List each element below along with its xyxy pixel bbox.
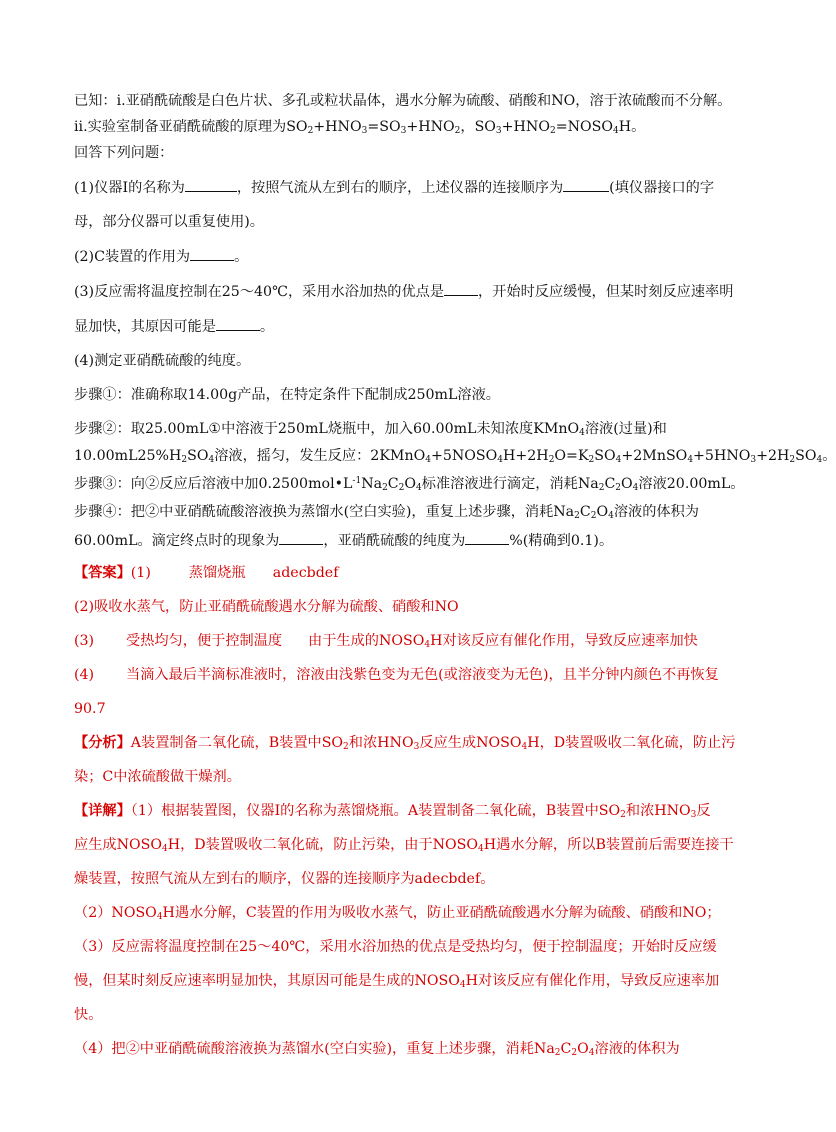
text: O: [621, 476, 633, 492]
text: H，D装置吸收二氧化硫，防止污染，由于NOSO: [167, 837, 479, 853]
text: C: [560, 1041, 572, 1057]
answer-blank: [465, 531, 509, 545]
text: H遇水分解，所以B装置前后需要连接干: [483, 837, 734, 853]
text: （2）NOSO: [74, 905, 157, 921]
analysis-tag: 【分析】: [74, 735, 131, 751]
text: (4): [74, 667, 95, 683]
sub: 4: [208, 455, 215, 465]
question-2: [74, 247, 734, 267]
text: 慢，但某时刻反应速率明显加快，其原因可能是生成的NOSO: [74, 973, 460, 989]
sub: 4: [424, 640, 431, 650]
text: (填仪器接口的字: [609, 180, 715, 196]
sub: 4: [156, 912, 163, 922]
text: 步骤②：取25.00mL①中溶液于250mL烧瓶中，加入60.00mL未知浓度KMnO: [74, 421, 580, 437]
question-4: (4)测定亚硝酰硫酸的纯度。: [74, 353, 251, 369]
known-line-2: [74, 118, 734, 137]
text: ，按照气流从左到右的顺序，上述仪器的连接顺序为: [236, 180, 564, 196]
sub: 4: [687, 455, 694, 465]
sub: 2: [398, 483, 405, 493]
text: 溶液的体积为: [613, 504, 699, 520]
text: H。: [618, 119, 646, 135]
answer-line-5: 90.7: [74, 701, 106, 717]
text: =SO: [367, 119, 401, 135]
text: 溶液，摇匀，发生反应：2KMnO: [214, 448, 426, 464]
text: 蒸馏烧瓶: [188, 565, 246, 581]
text: 溶液的体积为: [594, 1041, 680, 1057]
sub: 2: [620, 810, 626, 820]
text: H遇水分解，C装置的作用为吸收水蒸气，防止亚硝酰硫酸遇水分解为硫酸、硝酸和NO；: [162, 905, 721, 921]
answer-blank: [216, 317, 260, 331]
step-2-line-2: [74, 447, 836, 466]
sub: 2: [549, 126, 556, 136]
sub: 4: [478, 844, 484, 854]
text: （1）根据装置图，仪器I的名称为蒸馏烧瓶。A装置制备二氧化硫，B装置中SO: [130, 803, 621, 819]
answer-prompt: 回答下列问题：: [74, 145, 174, 161]
text: 受热均匀，便于控制温度: [126, 633, 283, 649]
sub: 2: [590, 511, 597, 521]
sub: 4: [161, 844, 168, 854]
detail-line-1: [74, 802, 734, 821]
answer-blank: [279, 531, 323, 545]
text: 应生成NOSO: [74, 837, 162, 853]
sub: 4: [416, 483, 422, 493]
text: O: [404, 476, 417, 492]
text: 溶液20.00mL。: [638, 476, 745, 492]
sub: 2: [588, 455, 595, 465]
text: +HNO: [313, 119, 362, 135]
text: adecbdef: [272, 565, 339, 581]
analysis-line-2: 染；C中浓硫酸做干燥剂。: [74, 769, 241, 785]
sub: 3: [413, 742, 420, 752]
question-1-line-1: [74, 178, 734, 198]
text: 标准溶液进行滴定，消耗Na: [421, 476, 599, 492]
text: (2)C装置的作用为: [74, 249, 191, 265]
sub: 4: [608, 511, 614, 521]
text: SO: [187, 448, 209, 464]
sub: 4: [816, 455, 823, 465]
text: H，D装置吸收二氧化硫，防止污: [527, 735, 736, 751]
known-line-1: [74, 92, 734, 111]
sup: -1: [352, 476, 362, 486]
text: 反应生成NOSO: [419, 735, 522, 751]
detail-line-3: 燥装置，按照气流从左到右的顺序，仪器的连接顺序为adecbdef。: [74, 871, 495, 887]
text: +HNO: [501, 119, 550, 135]
analysis-line-1: [74, 734, 734, 753]
text: (3)反应需将温度控制在25～40℃，采用水浴加热的优点是: [74, 284, 445, 300]
sub: 4: [497, 455, 504, 465]
text: +5HNO: [693, 448, 751, 464]
answer-tag: 【答案】: [74, 565, 131, 581]
detail-paragraph-3-line-2: [74, 972, 734, 991]
sub: 3: [495, 126, 502, 136]
sub: 2: [307, 126, 314, 136]
detail-tag: 【详解】: [74, 803, 131, 819]
text: +2MnSO: [621, 448, 688, 464]
text: 和浓HNO: [348, 735, 414, 751]
text: ，亚硝酰硫酸的纯度为: [323, 533, 466, 549]
sub: 2: [548, 455, 555, 465]
question-3-line-1: [74, 282, 734, 302]
sub: 4: [615, 455, 622, 465]
sub: 4: [459, 980, 466, 990]
answer-line-3: [74, 632, 734, 651]
text: A装置制备二氧化硫，B装置中SO: [130, 735, 344, 751]
sub: 2: [454, 126, 461, 136]
sub: 4: [521, 742, 528, 752]
detail-paragraph-3-line-3: 快。: [74, 1007, 103, 1023]
sub: 4: [425, 455, 431, 465]
answer-blank: [563, 178, 609, 192]
text: 60.00mL。滴定终点时的现象为: [74, 533, 280, 549]
sub: 4: [588, 1048, 595, 1058]
detail-line-2: [74, 836, 734, 855]
text: 步骤④：把②中亚硝酰硫酸溶液换为蒸馏水(空白实验)，重复上述步骤，消耗Na: [74, 504, 575, 520]
text: ii.实验室制备亚硝酰硫酸的原理为SO: [74, 119, 308, 135]
text: 显加快，其原因可能是: [74, 319, 216, 335]
text: SO: [594, 448, 616, 464]
text: 。: [234, 249, 249, 265]
text: C: [604, 476, 616, 492]
text: SO: [795, 448, 817, 464]
sub: 2: [554, 1048, 561, 1058]
question-1-line-2: 母，部分仪器可以重复使用)。: [74, 214, 264, 230]
answer-blank: [185, 178, 237, 192]
text: +2H: [756, 448, 790, 464]
text: 步骤③：向②反应后溶液中加0.2500mol•L: [74, 476, 353, 492]
text: 由于生成的NOSO: [308, 633, 425, 649]
text: %(精确到0.1)。: [509, 533, 614, 549]
sub: 2: [789, 455, 796, 465]
text: H对该反应有催化作用，导致反应速率加: [465, 973, 720, 989]
detail-paragraph-4: [74, 1040, 734, 1059]
text: (3): [74, 633, 95, 649]
text: O: [577, 1041, 589, 1057]
text: ，开始时反应缓慢，但某时刻反应速率明: [478, 284, 734, 300]
text: 。: [822, 448, 836, 464]
sub: 3: [400, 126, 407, 136]
sub: 4: [579, 428, 585, 438]
text: （4）把②中亚硝酰硫酸溶液换为蒸馏水(空白实验)，重复上述步骤，消耗Na: [74, 1041, 555, 1057]
text: 和浓HNO: [625, 803, 691, 819]
step-1: 步骤①：准确称取14.00g产品，在特定条件下配制成250mL溶液。: [74, 387, 500, 403]
detail-paragraph-3-line-1: （3）反应需将温度控制在25～40℃，采用水浴加热的优点是受热均匀，便于控制温度；开始时反应缓: [74, 939, 717, 955]
answer-blank: [190, 247, 234, 261]
sub: 2: [571, 1048, 578, 1058]
document-page: [74, 92, 836, 1059]
text: 溶液(过量)和: [584, 421, 667, 437]
step-3: [74, 475, 745, 494]
detail-paragraph-2: [74, 904, 734, 923]
sub: 2: [615, 483, 622, 493]
sub: 3: [750, 455, 757, 465]
sub: 2: [598, 483, 605, 493]
sub: 3: [361, 126, 368, 136]
answer-line-2: (2)吸收水蒸气，防止亚硝酰硫酸遇水分解为硫酸、硝酸和NO: [74, 599, 459, 615]
sub: 2: [382, 483, 388, 493]
sub: 2: [181, 455, 188, 465]
step-2-line-1: [74, 420, 734, 439]
text: H对该反应有催化作用，导致反应速率加快: [430, 633, 698, 649]
text: 当滴入最后半滴标准液时，溶液由浅紫色变为无色(或溶液变为无色)，且半分钟内颜色不再恢复: [126, 667, 719, 683]
text: H+2H: [503, 448, 549, 464]
answer-line-4: [74, 666, 734, 685]
text: 反: [696, 803, 711, 819]
text: =NOSO: [555, 119, 613, 135]
text: 10.00mL25%H: [74, 448, 182, 464]
text: +5NOSO: [430, 448, 498, 464]
text: (1)仪器I的名称为: [74, 180, 185, 196]
sub: 2: [574, 511, 580, 521]
text: 。: [259, 319, 275, 335]
step-4-line-2: [74, 531, 734, 551]
sub: 4: [613, 126, 619, 136]
answer-blank: [444, 282, 478, 296]
text: 已知：i.亚硝酰硫酸是白色片状、多孔或粒状晶体，遇水分解为硫酸、硝酸和NO，溶于浓硫酸而不分解。: [74, 93, 732, 109]
text: O=K: [554, 448, 589, 464]
sub: 3: [690, 810, 697, 820]
text: ，SO: [460, 119, 496, 135]
sub: 2: [343, 742, 349, 752]
answer-line-1: [74, 564, 734, 583]
text: (1): [130, 565, 151, 581]
step-4-line-1: [74, 503, 734, 522]
question-3-line-2: [74, 317, 734, 337]
text: O: [596, 504, 609, 520]
sub: 4: [632, 483, 639, 493]
text: C: [579, 504, 591, 520]
text: Na: [361, 476, 383, 492]
text: +HNO: [406, 119, 455, 135]
text: C: [387, 476, 399, 492]
